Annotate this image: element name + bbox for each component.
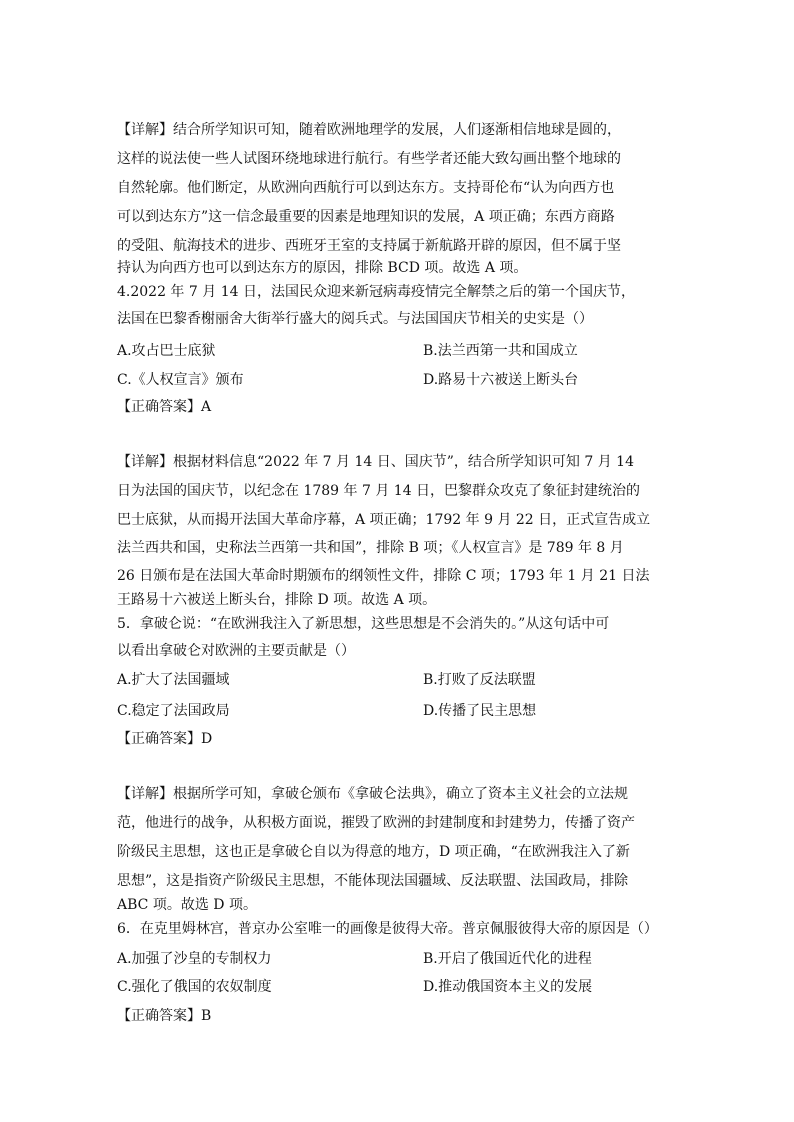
q4-detail-line: 法兰西共和国，史称法兰西第一共和国”，排除 B 项；《人权宣言》是 789 年 8 月 [117, 540, 624, 556]
q5-answer: 【正确答案】D [117, 731, 213, 747]
q5-detail-line: 阶级民主思想，这也正是拿破仑自以为得意的地方，D 项正确，“在欧洲我注入了新 [117, 844, 630, 860]
q4-option-c: C.《人权宣言》颁布 [117, 372, 244, 388]
q3-detail-line: 这样的说法使一些人试图环绕地球进行航行。有些学者还能大致勾画出整个地球的 [117, 151, 621, 167]
q5-option-b: B.打败了反法联盟 [423, 672, 536, 688]
q4-option-b: B.法兰西第一共和国成立 [423, 343, 578, 359]
q4-detail-line: 日为法国的国庆节，以纪念在 1789 年 7 月 14 日，巴黎群众攻克了象征封建统治的 [117, 483, 641, 499]
q5-stem-line: 以看出拿破仑对欧洲的主要贡献是（） [117, 643, 355, 659]
q5-option-a: A.扩大了法国疆域 [117, 672, 230, 688]
q4-detail-line: 26 日颁布是在法国大革命时期颁布的纲领性文件，排除 C 项；1793 年 1 月 21 日法 [117, 568, 650, 584]
q5-detail-line: 【详解】根据所学可知，拿破仑颁布《拿破仑法典》，确立了资本主义社会的立法规 [117, 786, 628, 802]
q5-detail-line: ABC 项。故选 D 项。 [117, 897, 257, 913]
q6-option-a: A.加强了沙皇的专制权力 [117, 951, 272, 967]
q5-option-d: D.传播了民主思想 [423, 703, 537, 719]
q3-detail-line: 【详解】结合所学知识可知，随着欧洲地理学的发展，人们逐渐相信地球是圆的， [117, 122, 621, 138]
q6-stem-line: 6．在克里姆林宫，普京办公室唯一的画像是彼得大帝。普京佩服彼得大帝的原因是（） [117, 921, 658, 937]
q3-detail-line: 可以到达东方”这一信念最重要的因素是地理知识的发展，A 项正确；东西方商路 [117, 209, 615, 225]
q5-stem-line: 5．拿破仑说：“在欧洲我注入了新思想，这些思想是不会消失的。”从这句话中可 [117, 616, 610, 632]
q5-option-c: C.稳定了法国政局 [117, 703, 230, 719]
q4-option-a: A.攻占巴士底狱 [117, 343, 216, 359]
q4-detail-line: 巴士底狱，从而揭开法国大革命序幕，A 项正确；1792 年 9 月 22 日，正式宣告成立 [117, 512, 651, 528]
q6-option-d: D.推动俄国资本主义的发展 [423, 979, 593, 995]
q6-option-c: C.强化了俄国的农奴制度 [117, 979, 272, 995]
q4-stem-line: 法国在巴黎香榭丽舍大街举行盛大的阅兵式。与法国国庆节相关的史实是（） [117, 311, 593, 327]
q6-option-b: B.开启了俄国近代化的进程 [423, 951, 592, 967]
q3-detail-line: 的受阻、航海技术的进步、西班牙王室的支持属于新航路开辟的原因，但不属于坚 [117, 238, 621, 254]
q3-detail-line: 持认为向西方也可以到达东方的原因，排除 BCD 项。故选 A 项。 [117, 260, 528, 276]
q4-detail-line: 【详解】根据材料信息“2022 年 7 月 14 日、国庆节”，结合所学知识可知 7 月 14 [117, 454, 634, 470]
q4-option-d: D.路易十六被送上断头台 [423, 372, 579, 388]
q4-answer: 【正确答案】A [117, 399, 212, 415]
q5-detail-line: 思想”，这是指资产阶级民主思想，不能体现法国疆域、反法联盟、法国政局，排除 [117, 873, 629, 889]
q6-answer: 【正确答案】B [117, 1008, 212, 1024]
q5-detail-line: 范，他进行的战争，从积极方面说，摧毁了欧洲的封建制度和封建势力，传播了资产 [117, 815, 635, 831]
q4-stem-line: 4.2022 年 7 月 14 日，法国民众迎来新冠病毒疫情完全解禁之后的第一个国庆节， [117, 284, 635, 300]
q3-detail-line: 自然轮廓。他们断定，从欧洲向西航行可以到达东方。支持哥伦布“认为向西方也 [117, 180, 615, 196]
q4-detail-line: 王路易十六被送上断头台，排除 D 项。故选 A 项。 [117, 592, 437, 608]
